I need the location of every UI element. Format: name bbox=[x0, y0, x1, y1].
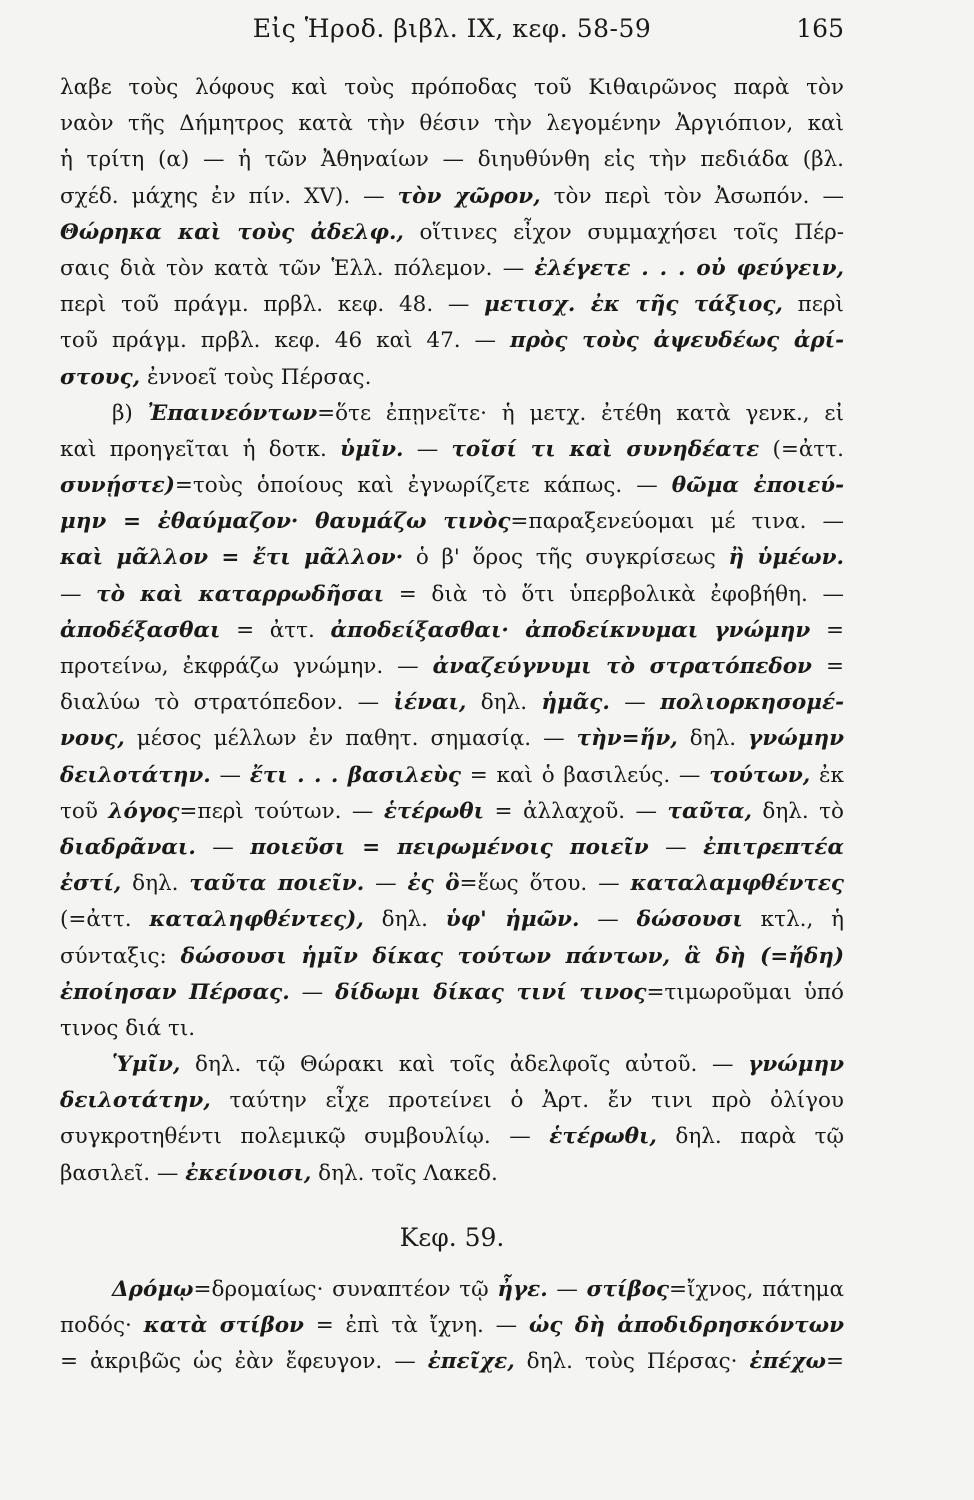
text-line bbox=[60, 396, 844, 432]
lemma-text: τοῖσί τι καὶ συνηδέατε bbox=[451, 436, 760, 462]
lemma-text: θῶμα ἐποιεύ- bbox=[671, 473, 844, 499]
gloss-text: = διὰ τὸ ὅτι ὑπερβολικὰ ἐφοβήθη. — bbox=[384, 581, 844, 607]
gloss-text: =περὶ τούτων. — bbox=[179, 798, 384, 824]
gloss-text: (=ἀττ. bbox=[759, 436, 844, 462]
text-line bbox=[60, 866, 844, 902]
page-header bbox=[60, 14, 844, 50]
text-line bbox=[60, 1083, 844, 1119]
paragraph-chapter-58-c bbox=[60, 1047, 844, 1192]
gloss-text: δηλ. παρὰ τῷ bbox=[656, 1124, 844, 1150]
gloss-text: =τοὺς ὁποίους καὶ ἐγνωρίζετε κάπως. — bbox=[174, 473, 672, 499]
lemma-text: ταῦτα, bbox=[667, 798, 752, 824]
gloss-text: = bbox=[811, 654, 844, 679]
text-line bbox=[60, 830, 844, 866]
text-line bbox=[60, 468, 844, 504]
lemma-text: Δρόμῳ bbox=[112, 1276, 194, 1302]
text-line bbox=[60, 1272, 844, 1308]
lemma-text: ποιεῦσι = πειρωμένοις ποιεῖν bbox=[250, 834, 649, 860]
gloss-text: καὶ προηγεῖται ἡ δοτκ. bbox=[60, 436, 341, 462]
lemma-text: τὸ καὶ καταρρωδῆσαι bbox=[96, 581, 385, 607]
lemma-text: ἦγε. bbox=[497, 1276, 548, 1302]
text-line bbox=[60, 721, 844, 757]
gloss-text: τὸν περὶ τὸν Ἀσωπόν. — bbox=[540, 183, 844, 209]
lemma-text: τὸν χῶρον, bbox=[397, 183, 541, 209]
text-line bbox=[60, 1308, 844, 1344]
gloss-text: — bbox=[195, 834, 251, 860]
text-line bbox=[60, 975, 844, 1011]
text-line bbox=[60, 939, 844, 975]
page-number: 165 bbox=[796, 14, 844, 43]
gloss-text: δηλ. bbox=[466, 690, 542, 716]
gloss-text: — bbox=[60, 581, 97, 607]
paragraph-chapter-59 bbox=[60, 1272, 844, 1381]
lemma-text: ἑτέρωθι, bbox=[549, 1124, 657, 1150]
lemma-text: ὑφ' ἡμῶν. bbox=[445, 907, 580, 933]
text-line bbox=[60, 1156, 844, 1192]
lemma-text: δώσουσι ἡμῖν δίκας τούτων πάντων, ἃ δὴ (=ἤδη) bbox=[180, 943, 844, 969]
gloss-text: =παραξενεύομαι μέ τινα. — bbox=[510, 509, 844, 535]
lemma-text: ἐπεῖχε, bbox=[427, 1349, 515, 1375]
lemma-text: στίβος bbox=[586, 1276, 670, 1302]
running-head: Εἰς Ἡροδ. βιβλ. IX, κεφ. 58-59 bbox=[252, 14, 652, 43]
gloss-text: σχέδ. μάχης ἐν πίν. XV). — bbox=[60, 183, 398, 209]
lemma-text: ἀναζεύγνυμι τὸ στρατόπεδον bbox=[432, 654, 812, 679]
text-line bbox=[60, 685, 844, 721]
lemma-text: ἑτέρωθι bbox=[383, 798, 485, 824]
gloss-text: ἐννοεῖ τοὺς Πέρσας. bbox=[140, 364, 372, 390]
gloss-text: = ἐπὶ τὰ ἴχνη. — bbox=[303, 1313, 529, 1338]
text-line bbox=[60, 540, 844, 576]
gloss-text: (=ἀττ. bbox=[60, 907, 150, 933]
text-line bbox=[60, 794, 844, 830]
text-line bbox=[60, 577, 844, 613]
gloss-text: ταύτην εἶχε προτείνει ὁ Ἀρτ. ἔν τινι πρὸ ὀλίγου bbox=[210, 1088, 844, 1114]
lemma-text: ἢ ὑμέων. bbox=[728, 545, 844, 571]
gloss-text: οἵτινες εἶχον συμμαχήσει τοῖς Πέρ- bbox=[403, 219, 844, 245]
paragraph-chapter-58-b bbox=[60, 396, 844, 1047]
chapter-heading: Κεφ. 59. bbox=[399, 1222, 505, 1252]
lemma-text: ἐπιτρεπτέα bbox=[703, 834, 844, 860]
gloss-text: τοῦ bbox=[60, 798, 109, 824]
text-line bbox=[60, 613, 844, 649]
lemma-text: ἐλέγετε . . . οὐ φεύγειν, bbox=[534, 255, 844, 281]
lemma-text: ἰέναι, bbox=[393, 690, 467, 716]
lemma-text: καὶ μᾶλλον = ἔτι μᾶλλον· bbox=[60, 545, 404, 571]
gloss-text: δηλ. τοὺς Πέρσας· bbox=[514, 1349, 750, 1375]
text-line bbox=[60, 360, 844, 396]
gloss-text: ὁ β' ὅρος τῆς συγκρίσεως bbox=[403, 545, 729, 571]
lemma-text: Ἐπαινεόντων bbox=[147, 400, 318, 426]
lemma-text: γνώμην bbox=[748, 1052, 844, 1078]
lemma-text: καταλαμφθέντες bbox=[630, 871, 844, 897]
lemma-text: τὴν=ἥν, bbox=[576, 726, 678, 752]
gloss-text: =τιμωροῦμαι ὑπό bbox=[646, 979, 844, 1005]
lemma-text: ὑμῖν. bbox=[340, 436, 404, 462]
lemma-text: γνώμην bbox=[748, 726, 844, 752]
gloss-text: =ὅτε ἐπῃνεῖτε· ἡ μετχ. ἐτέθη κατὰ γενκ., εἰ bbox=[317, 400, 844, 426]
gloss-text: δηλ. τῷ Θώρακι καὶ τοῖς ἀδελφοῖς αὐτοῦ. — bbox=[180, 1052, 749, 1078]
text-line bbox=[60, 323, 844, 359]
text-line bbox=[60, 504, 844, 540]
text-line bbox=[60, 215, 844, 251]
gloss-text: βασιλεῖ. — bbox=[60, 1160, 186, 1186]
gloss-text: =ἕως ὅτου. — bbox=[459, 871, 631, 897]
text-line bbox=[60, 902, 844, 938]
gloss-text: ναὸν τῆς Δήμητρος κατὰ τὴν θέσιν τὴν λεγομένην Ἀργιόπιον, καὶ bbox=[60, 111, 844, 137]
text-line bbox=[60, 70, 844, 106]
gloss-text: δηλ. bbox=[121, 871, 190, 897]
gloss-text: — bbox=[364, 871, 408, 897]
lemma-text: Θώρηκα καὶ τοὺς ἀδελφ., bbox=[60, 219, 404, 245]
lemma-text: ἀποδείξασθαι· ἀποδείκνυμαι γνώμην bbox=[330, 617, 811, 643]
gloss-text: διαλύω τὸ στρατόπεδον. — bbox=[60, 690, 394, 716]
gloss-text: = καὶ ὁ βασιλεύς. — bbox=[461, 762, 710, 788]
lemma-text: συνῄστε) bbox=[60, 473, 175, 499]
gloss-text: δηλ. bbox=[677, 726, 749, 752]
gloss-text: προτείνω, ἐκφράζω γνώμην. — bbox=[60, 654, 433, 679]
lemma-text: ταῦτα ποιεῖν. bbox=[189, 871, 365, 897]
text-line bbox=[60, 106, 844, 142]
lemma-text: μετισχ. ἐκ τῆς τάξιος, bbox=[484, 292, 783, 318]
gloss-text: — bbox=[648, 834, 704, 860]
gloss-text: = ἀλλαχοῦ. — bbox=[484, 798, 668, 824]
gloss-text: — bbox=[547, 1276, 587, 1302]
gloss-text: ποδός· bbox=[60, 1313, 144, 1338]
lemma-text: ἐποίησαν Πέρσας. bbox=[60, 979, 290, 1005]
gloss-text: β) bbox=[112, 400, 148, 426]
text-line bbox=[60, 1047, 844, 1083]
lemma-text: ἐς ὃ bbox=[407, 871, 460, 897]
paragraph-chapter-58-a bbox=[60, 70, 844, 396]
lemma-text: κατὰ στίβον bbox=[143, 1313, 304, 1338]
text-line bbox=[60, 1119, 844, 1155]
gloss-text: — bbox=[210, 762, 250, 788]
lemma-text: νους, bbox=[60, 726, 125, 752]
text-line bbox=[60, 251, 844, 287]
gloss-text: = bbox=[810, 617, 844, 643]
gloss-text: — bbox=[289, 979, 336, 1005]
lemma-text: ὡς δὴ ἀποδιδρησκόντων bbox=[528, 1313, 844, 1338]
page-body bbox=[60, 70, 844, 1380]
gloss-text: τοῦ πράγμ. πρβλ. κεφ. 46 καὶ 47. — bbox=[60, 328, 510, 354]
gloss-text: συγκροτηθέντι πολεμικῷ συμβουλίῳ. — bbox=[60, 1124, 550, 1150]
lemma-text: στους, bbox=[60, 364, 141, 390]
lemma-text: δειλοτάτην. bbox=[60, 762, 211, 788]
text-line bbox=[60, 432, 844, 468]
gloss-text: =δρομαίως· συναπτέον τῷ bbox=[193, 1276, 498, 1302]
lemma-text: ἀποδέξασθαι bbox=[60, 617, 221, 643]
text-line bbox=[60, 649, 844, 685]
lemma-text: Ὑμῖν, bbox=[112, 1052, 181, 1078]
lemma-text: ἐκείνοισι, bbox=[185, 1160, 312, 1186]
gloss-text: — bbox=[403, 436, 452, 462]
text-line bbox=[60, 1344, 844, 1380]
text-line bbox=[60, 287, 844, 323]
gloss-text: μέσος μέλλων ἐν παθητ. σημασίᾳ. — bbox=[124, 726, 577, 752]
text-line bbox=[60, 179, 844, 215]
gloss-text: δηλ. τοῖς Λακεδ. bbox=[311, 1160, 498, 1186]
gloss-text: = bbox=[826, 1349, 844, 1375]
gloss-text: περὶ bbox=[782, 292, 844, 318]
lemma-text: δίδωμι δίκας τινί τινος bbox=[335, 979, 647, 1005]
lemma-text: τούτων, bbox=[709, 762, 811, 788]
lemma-text: δειλοτάτην, bbox=[60, 1088, 211, 1114]
gloss-text: — bbox=[579, 907, 637, 933]
lemma-text: καταληφθέντες), bbox=[149, 907, 364, 933]
lemma-text: μην = ἐθαύμαζον· θαυμάζω τινὸς bbox=[60, 509, 511, 535]
gloss-text: λαβε τοὺς λόφους καὶ τοὺς πρόποδας τοῦ Κιθαιρῶνος παρὰ τὸν bbox=[60, 75, 844, 100]
gloss-text: — bbox=[609, 690, 661, 716]
gloss-text: δηλ. τὸ bbox=[751, 798, 844, 824]
gloss-text: =ἴχνος, πάτημα bbox=[669, 1276, 844, 1302]
gloss-text: ἡ τρίτη (α) — ἡ τῶν Ἀθηναίων — διηυθύνθη εἰς τὴν πεδιάδα (βλ. bbox=[60, 147, 844, 173]
gloss-text: ἐκ bbox=[810, 762, 844, 788]
gloss-text: σύνταξις: bbox=[60, 943, 181, 969]
lemma-text: λόγος bbox=[108, 798, 180, 824]
gloss-text: σαις διὰ τὸν κατὰ τῶν Ἑλλ. πόλεμον. — bbox=[60, 255, 535, 281]
lemma-text: ἐστί, bbox=[60, 871, 122, 897]
text-line bbox=[60, 1011, 844, 1047]
gloss-text: δηλ. bbox=[363, 907, 446, 933]
lemma-text: διαδρᾶναι. bbox=[60, 834, 196, 860]
gloss-text: = ἀκριβῶς ὡς ἐὰν ἔφευγον. — bbox=[60, 1349, 428, 1375]
gloss-text: κτλ., ἡ bbox=[742, 907, 844, 933]
gloss-text: = ἀττ. bbox=[220, 617, 331, 643]
gloss-text: περὶ τοῦ πράγμ. πρβλ. κεφ. 48. — bbox=[60, 292, 485, 318]
lemma-text: δώσουσι bbox=[636, 907, 743, 933]
gloss-text: τινος διά τι. bbox=[60, 1015, 196, 1041]
text-line bbox=[60, 758, 844, 794]
lemma-text: πρὸς τοὺς ἀψευδέως ἀρί- bbox=[510, 328, 844, 354]
lemma-text: πολιορκησομέ- bbox=[660, 690, 844, 716]
lemma-text: ἔτι . . . βασιλεὺς bbox=[249, 762, 462, 788]
text-line bbox=[60, 142, 844, 178]
lemma-text: ἡμᾶς. bbox=[541, 690, 610, 716]
lemma-text: ἐπέχω bbox=[749, 1349, 826, 1375]
